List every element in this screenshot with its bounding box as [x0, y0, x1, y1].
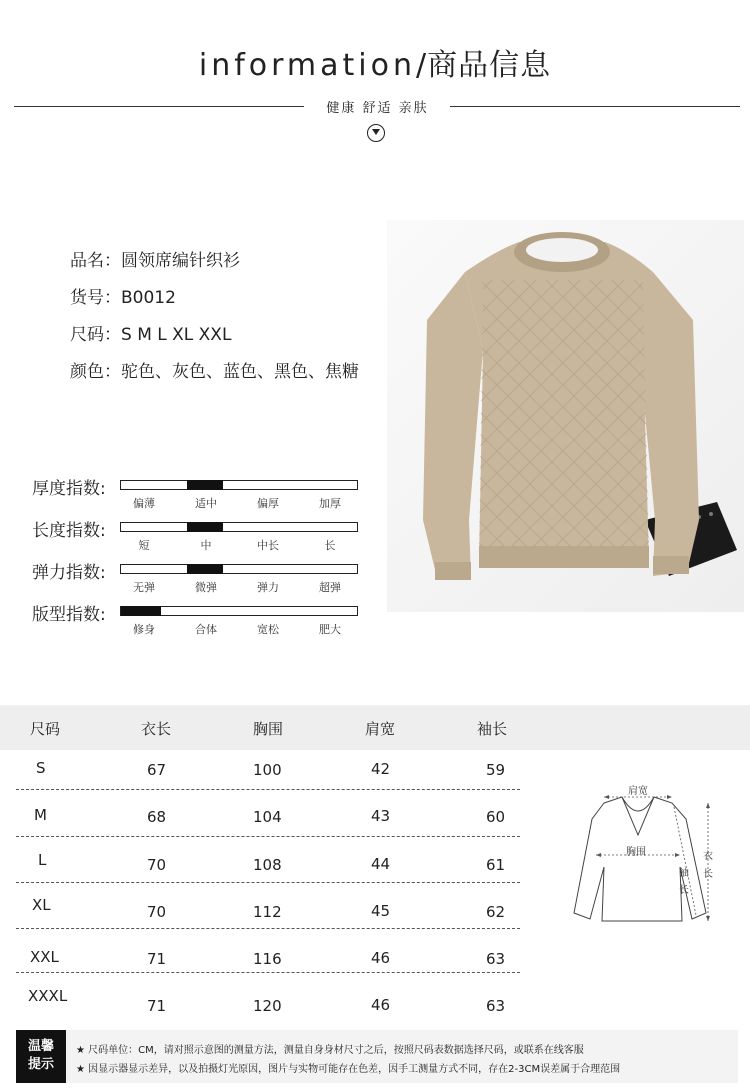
product-colors: 颜色：驼色、灰色、蓝色、黑色、焦糖 [70, 362, 359, 382]
table-cell: 62 [486, 903, 506, 921]
thickness-index-bar [120, 480, 358, 490]
fit-index-bar [120, 606, 358, 616]
row-divider [16, 882, 520, 883]
size-table-header-shoulder: 肩宽 [365, 720, 396, 738]
table-cell: 45 [371, 902, 391, 920]
notice-line-1: ★ 尺码单位：CM，请对照示意图的测量方法，测量自身身材尺寸之后，按照尺码表数据选择尺码，或联系在线客服 [76, 1045, 584, 1056]
table-cell: 67 [147, 761, 167, 779]
diagram-label-length-2: 长 [703, 869, 713, 880]
product-photo [387, 220, 744, 612]
fit-index-label: 版型指数: [32, 605, 106, 625]
fit-index-fill [121, 606, 161, 616]
thickness-option: 偏薄 [133, 497, 155, 510]
table-cell-size: M [34, 806, 47, 824]
table-cell: 70 [147, 856, 167, 874]
table-cell: 68 [147, 808, 167, 826]
diagram-label-length-1: 衣 [703, 851, 713, 862]
table-cell: 46 [371, 996, 391, 1014]
sweater-illustration [387, 220, 744, 612]
length-index-options [120, 537, 358, 551]
elasticity-index-options [120, 579, 358, 593]
row-divider [16, 789, 520, 790]
page-title-en: information [198, 48, 417, 83]
table-cell: 59 [486, 761, 506, 779]
size-table-header-chest: 胸围 [253, 720, 284, 738]
product-sizes: 尺码：S M L XL XXL [70, 325, 232, 345]
diagram-label-shoulder: 肩宽 [628, 786, 648, 797]
chevron-down-circle-icon [367, 124, 385, 142]
thickness-index-options [120, 495, 358, 509]
table-cell: 100 [253, 761, 282, 779]
diagram-label-sleeve-1: 袖 [679, 868, 689, 879]
table-cell: 108 [253, 856, 282, 874]
fit-option: 肥大 [319, 623, 341, 636]
table-cell: 61 [486, 856, 506, 874]
thickness-index-label: 厚度指数: [32, 479, 106, 499]
fit-option: 合体 [195, 623, 217, 636]
fit-index-options [120, 621, 358, 635]
table-cell: 120 [253, 997, 282, 1015]
elasticity-option: 超弹 [319, 581, 341, 594]
subtitle-divider-right [450, 106, 740, 107]
notice-badge [16, 1030, 66, 1083]
table-cell: 71 [147, 997, 167, 1015]
table-cell-size: XXXL [28, 987, 68, 1005]
sweater-left-sleeve [423, 272, 483, 580]
length-option: 短 [138, 539, 150, 552]
length-index-fill [187, 522, 223, 532]
elasticity-option: 微弹 [195, 581, 217, 594]
table-cell: 104 [253, 808, 282, 826]
table-cell: 46 [371, 949, 391, 967]
table-cell: 44 [371, 855, 391, 873]
size-table-header-size: 尺码 [30, 720, 61, 738]
length-index-bar [120, 522, 358, 532]
notice-bar [16, 1030, 738, 1083]
subtitle: 健康 舒适 亲肤 [326, 101, 429, 116]
thickness-option: 加厚 [319, 497, 341, 510]
table-cell: 63 [486, 950, 506, 968]
table-cell: 60 [486, 808, 506, 826]
diagram-label-sleeve-2: 长 [679, 885, 689, 896]
table-cell: 42 [371, 760, 391, 778]
measurement-diagram [560, 775, 730, 935]
row-divider [16, 972, 520, 973]
fit-option: 修身 [133, 623, 155, 636]
product-sku: 货号：B0012 [70, 288, 176, 308]
elasticity-option: 弹力 [257, 581, 279, 594]
elasticity-index-fill [187, 564, 223, 574]
table-cell-size: XL [32, 896, 51, 914]
length-option: 中 [200, 539, 212, 552]
length-index-label: 长度指数: [32, 521, 106, 541]
row-divider [16, 928, 520, 929]
size-table-header-length: 衣长 [141, 720, 172, 738]
notice-line-2: ★ 因显示器显示差异，以及拍摄灯光原因，图片与实物可能存在色差，因手工测量方式不同，存在2-3CM误差属于合理范围 [76, 1064, 621, 1075]
subtitle-divider-left [14, 106, 304, 107]
table-cell: 70 [147, 903, 167, 921]
length-option: 长 [324, 539, 336, 552]
length-option: 中长 [257, 539, 279, 552]
table-cell: 43 [371, 807, 391, 825]
table-cell: 116 [253, 950, 282, 968]
table-cell: 71 [147, 950, 167, 968]
thickness-option: 偏厚 [257, 497, 279, 510]
notice-badge-line-2: 提示 [27, 1057, 54, 1072]
fit-option: 宽松 [257, 623, 279, 636]
elasticity-index-bar [120, 564, 358, 574]
table-cell-size: XXL [30, 948, 59, 966]
table-cell-size: L [38, 851, 47, 869]
table-cell: 63 [486, 997, 506, 1015]
elasticity-option: 无弹 [133, 581, 155, 594]
table-cell-size: S [36, 759, 46, 777]
diagram-label-chest: 胸围 [626, 847, 646, 858]
page-title [0, 40, 750, 84]
elasticity-index-label: 弹力指数: [32, 563, 106, 583]
product-name: 品名：圆领席编针织衫 [70, 251, 240, 271]
table-cell: 112 [253, 903, 282, 921]
size-table-header-sleeve: 袖长 [477, 720, 508, 738]
page-title-cn: /商品信息 [416, 48, 552, 83]
row-divider [16, 836, 520, 837]
thickness-index-fill [187, 480, 223, 490]
notice-badge-line-1: 温馨 [27, 1039, 54, 1054]
thickness-option: 适中 [195, 497, 217, 510]
